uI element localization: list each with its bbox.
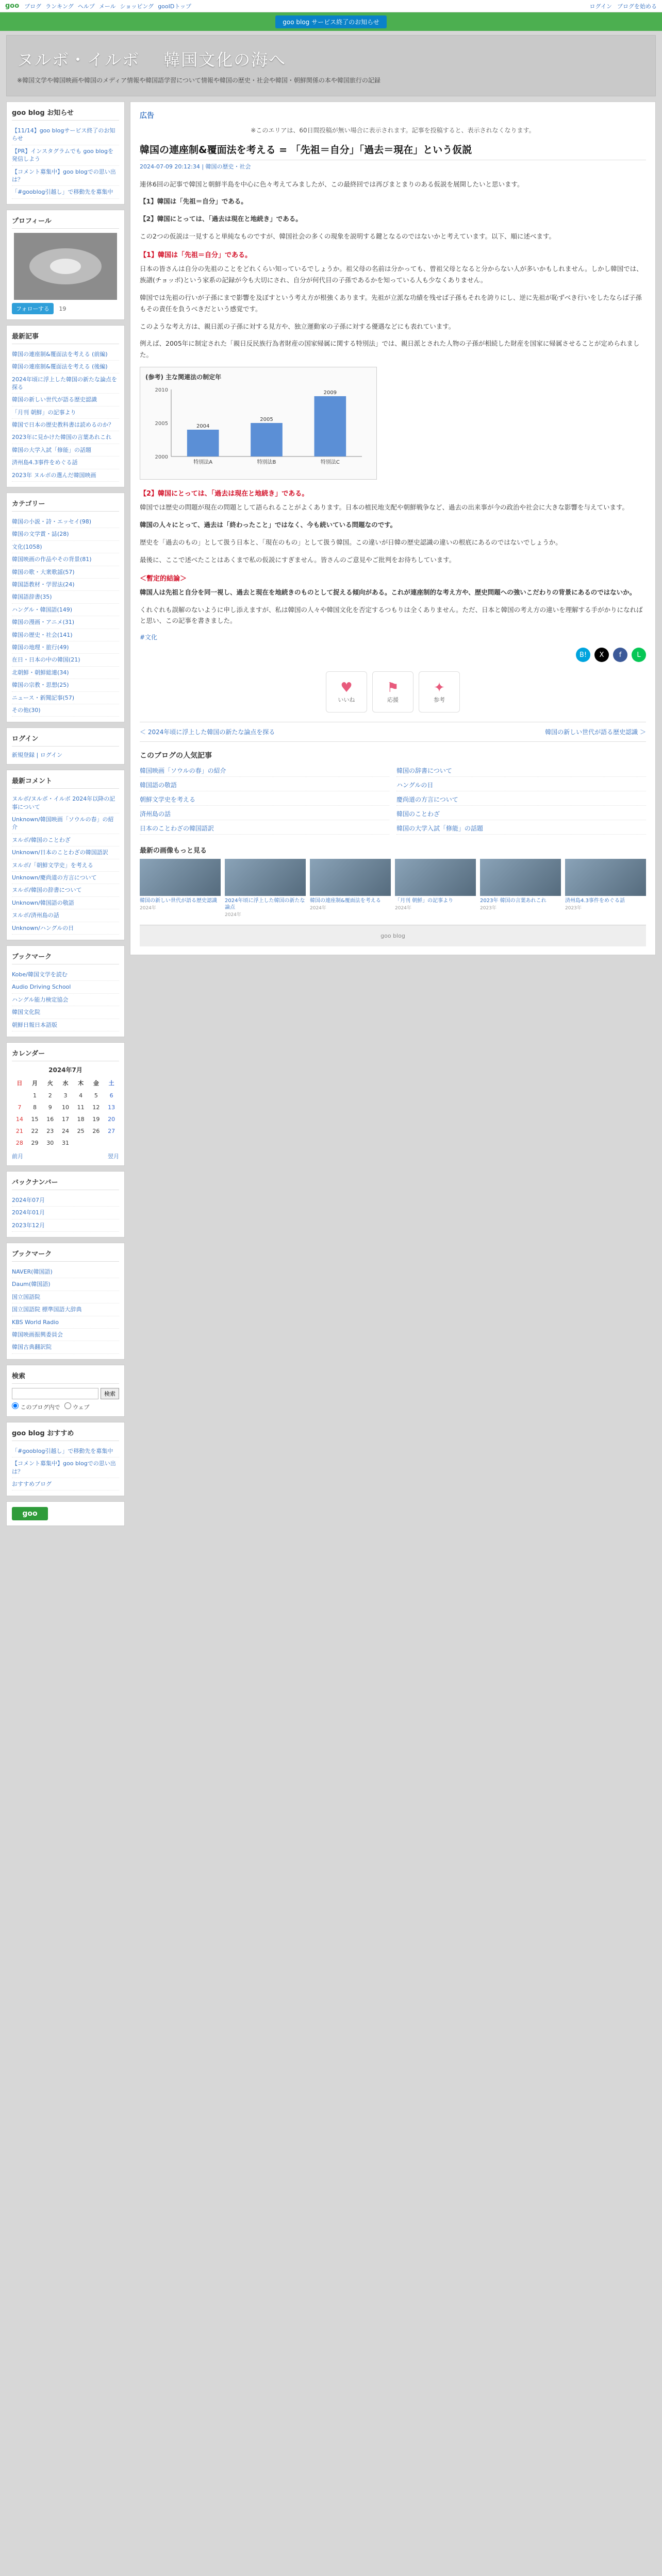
cheer-button[interactable] (372, 671, 413, 713)
calendar-day[interactable]: 23 (46, 1127, 54, 1134)
comment-link[interactable]: ヌルボ/「朝鮮文学史」を考える (12, 861, 93, 869)
comment-link[interactable]: ヌルボ/韓国の辞書について (12, 887, 82, 894)
recent-post-link[interactable]: 韓国の連座制&覆面法を考える (後編) (12, 363, 108, 370)
calendar-weekday: 金 (93, 1079, 99, 1087)
top-bar (0, 0, 662, 12)
post-paragraph: 日本の皆さんは自分の先祖のことをどれくらい知っているでしょうか。祖父母の名前は分かっても、曾祖父母となると分からない人が多いかもしれません。しかし韓国では、族譜(チョッポ)という家系の記録が今も大切にされ、自分が何代目の子孫であるかを知っている人も少なくありません。 (140, 265, 643, 284)
calendar-day[interactable]: 6 (109, 1092, 113, 1099)
service-end-notice-button[interactable]: goo blog サービス終了のお知らせ (275, 15, 386, 28)
ad-label: 広告 (140, 112, 154, 120)
flag-icon: ⚑ (387, 680, 399, 696)
thumbs-grid (140, 859, 646, 918)
calendar-next-link[interactable]: 翌月 (108, 1153, 119, 1160)
bookmark-box (6, 945, 125, 1037)
afterword: くれぐれも誤解のないように申し添えますが、私は韓国の人々や韓国文化を否定するつもりは全くありません。ただ、日本と韓国の考え方の違いを理解する手がかりになればと思い、この記事を書きました。 (140, 605, 643, 625)
backnumber-title: バックナンバー (12, 1177, 119, 1190)
line-icon[interactable]: L (632, 648, 646, 662)
y-tick-label: 2005 (155, 421, 168, 427)
calendar-day[interactable]: 13 (108, 1104, 115, 1111)
login-box (6, 727, 125, 765)
share-buttons (140, 648, 646, 662)
reference-chart (140, 367, 377, 480)
notice-title: goo blog お知らせ (12, 107, 119, 121)
backnumber-link[interactable]: 2024年07月 (12, 1196, 45, 1204)
thumb-caption: 2023年 韓国の言葉あれこれ (480, 898, 547, 904)
profile-title: プロフィール (12, 215, 119, 229)
thumb-item[interactable] (310, 859, 391, 918)
mygoo-box (6, 1422, 125, 1497)
recent-post-link[interactable]: 2023年 ヌルボの選んだ韓国映画 (12, 471, 96, 479)
related-title: このブログの人気記事 (140, 752, 212, 760)
category-link[interactable]: ハングル・韓国語(149) (12, 606, 73, 613)
thumb-time: 2023年 (480, 906, 496, 911)
search-input[interactable] (12, 1388, 98, 1399)
facebook-icon[interactable]: f (613, 648, 627, 662)
calendar-weekday: 水 (62, 1079, 69, 1087)
post-body (140, 179, 646, 627)
cheer-label: 応援 (387, 697, 399, 704)
search-box (6, 1365, 125, 1417)
related-link[interactable]: 韓国語の敬語 (140, 779, 389, 791)
bar-value-label: 2005 (260, 417, 273, 423)
bookmark-link[interactable]: 韓国文化院 (12, 1009, 40, 1016)
start-blog-link[interactable]: ブログを始める (617, 3, 657, 10)
comment-link[interactable]: ヌルボ/韓国のことわざ (12, 836, 71, 843)
notice-box (6, 101, 125, 205)
x-icon[interactable]: X (594, 648, 609, 662)
bookmark2-link[interactable]: 韓国映画振興委員会 (12, 1331, 63, 1338)
calendar-title: カレンダー (12, 1048, 119, 1061)
search-radio-web-label: ウェブ (73, 1403, 90, 1411)
conclusion-text: 韓国人は先祖と自分を同一視し、過去と現在を地続きのものとして捉える傾向がある。これが連座制的な考え方や、歴史問題への強いこだわりの背景にあるのではないか。 (140, 588, 636, 596)
calendar-day (104, 1137, 119, 1149)
y-tick-label: 2000 (155, 454, 168, 461)
x-tick-label: 特別法B (257, 460, 276, 466)
post-paragraph: 韓国では歴史の問題が現在の問題として語られることがよくあります。日本の植民地支配や朝鮮戦争など、過去の出来事が今の政治や社会に大きな影響を与えています。 (140, 503, 629, 512)
category-link[interactable]: 韓国の文学賞・誌(28) (12, 531, 69, 538)
recent-post-link[interactable]: 2024年頃に浮上した韓国の新たな論点を探る (12, 376, 117, 391)
thumb-image (395, 859, 476, 896)
profile-box (6, 210, 125, 320)
calendar-day[interactable]: 5 (94, 1092, 98, 1099)
category-link[interactable]: 韓国の歴史・社会(141) (12, 631, 73, 638)
calendar-weekday: 木 (78, 1079, 84, 1087)
thumb-caption: 韓国の新しい世代が語る歴史認識 (140, 898, 217, 904)
related-link[interactable]: ハングルの日 (396, 779, 646, 791)
mygoo-title: goo blog おすすめ (12, 1428, 119, 1441)
post-paragraph-blue: 韓国では先祖の行いが子孫にまで影響を及ぼすという考え方が根強くあります。先祖が立派な功績を残せば子孫もそれを誇りにし、逆に先祖が恥ずべき行いをしたならば子孫もその責任を負うべきだという感覚です。 (140, 293, 642, 313)
thumb-item[interactable] (140, 859, 221, 918)
helpful-label: 参考 (434, 697, 445, 704)
calendar-day[interactable]: 27 (108, 1127, 115, 1134)
calendar-day[interactable]: 14 (15, 1115, 23, 1123)
backnumber-link[interactable]: 2023年12月 (12, 1222, 45, 1229)
main-content (130, 101, 656, 955)
page-footer: goo blog (140, 925, 646, 946)
thumb-image (140, 859, 221, 896)
like-label: いいね (338, 697, 355, 704)
recent-title: 最新記事 (12, 331, 119, 344)
category-link[interactable]: 韓国の漫画・アニメ(31) (12, 619, 75, 626)
calendar-day[interactable]: 18 (77, 1115, 85, 1123)
post-paragraph-blue: 韓国の人々にとって、過去は「終わったこと」ではなく、今も続いている問題なのです。 (140, 521, 397, 529)
mygoo-link[interactable]: 【コメント募集中】goo blogでの思い出は？ (12, 1460, 116, 1475)
blog-header (6, 35, 656, 96)
goo-logo-box (6, 1501, 125, 1526)
bookmark2-link[interactable]: KBS World Radio (12, 1318, 59, 1326)
chart-title: (参考) 主な関連法の制定年 (145, 374, 222, 381)
calendar-day[interactable]: 28 (15, 1139, 23, 1146)
calendar-day[interactable]: 16 (46, 1115, 54, 1123)
chart-bar (251, 423, 283, 456)
calendar-day[interactable]: 3 (63, 1092, 68, 1099)
bookmark-link[interactable]: Audio Driving School (12, 984, 71, 991)
comment-link[interactable]: ヌルボ/ヌルボ・イルボ 2024年以降の記事について (12, 795, 115, 810)
calendar-weekday: 火 (47, 1079, 53, 1087)
thumb-item[interactable] (395, 859, 476, 918)
post-paragraph: このような考え方は、親日派の子孫に対する見方や、独立運動家の子孫に対する優遇などにも表れています。 (140, 322, 455, 330)
category-link[interactable]: 韓国の小説・詩・エッセイ(98) (12, 518, 92, 526)
comment-link[interactable]: ヌルボ/済州島の話 (12, 912, 59, 919)
recent-post-link[interactable]: 韓国の新しい世代が語る歴史認識 (12, 396, 97, 403)
thumb-time: 2024年 (310, 906, 326, 911)
thumb-time: 2024年 (395, 906, 411, 911)
recent-post-link[interactable]: 韓国の大学入試「修能」の話題 (12, 446, 91, 453)
top-right (590, 2, 657, 10)
category-link[interactable]: 韓国語教材・学習法(24) (12, 581, 75, 588)
follow-count: 19 (59, 305, 67, 312)
calendar-prev-link[interactable]: 前月 (12, 1153, 23, 1160)
promo-banner (0, 12, 662, 31)
chart-bar (187, 430, 219, 456)
goo-logo[interactable]: goo (5, 2, 20, 10)
mygoo-link[interactable]: おすすめブログ (12, 1481, 52, 1487)
related-link[interactable]: 韓国の辞書について (396, 765, 646, 777)
post-paragraph: 歴史を「過去のもの」として扱う日本と、「現在のもの」として扱う韓国。この違いが日韓の歴史認識の違いの根底にあるのではないでしょうか。 (140, 538, 562, 546)
recent-post-link[interactable]: 韓国で日本の歴史教科書は読めるのか？ (12, 421, 114, 429)
bar-value-label: 2004 (196, 423, 210, 430)
chart-svg (145, 384, 372, 472)
heart-icon: ♥ (340, 680, 353, 696)
goo-footer-logo[interactable]: goo (12, 1507, 48, 1520)
tag-link[interactable]: #文化 (140, 634, 158, 641)
post-paragraph: 最後に、ここで述べたことはあくまで私の仮説にすぎません。皆さんのご意見やご批判をお待ちしています。 (140, 555, 456, 564)
category-link[interactable]: 文化(1058) (12, 543, 42, 550)
top-nav (24, 2, 191, 10)
calendar-day[interactable]: 30 (46, 1139, 54, 1146)
calendar-day (73, 1137, 89, 1149)
calendar-weekday: 月 (32, 1079, 38, 1087)
recent-posts-box (6, 325, 125, 487)
bookmark2-link[interactable]: Daum(韓国語) (12, 1281, 51, 1288)
conclusion-heading: ＜暫定的結論＞ (140, 574, 187, 583)
category-link[interactable]: その他(30) (12, 706, 41, 714)
calendar-day[interactable]: 4 (79, 1092, 83, 1099)
category-link[interactable]: 韓国の地理・旅行(49) (12, 643, 69, 651)
calendar-day[interactable]: 19 (92, 1115, 100, 1123)
recent-post-link[interactable]: 韓国の連座制&覆面法を考える (前編) (12, 350, 108, 358)
register-login-link[interactable]: 新規登録 | ログイン (12, 752, 63, 759)
thumb-caption: 済州島4.3事件をめぐる話 (565, 898, 625, 904)
category-link[interactable]: 韓国映画の作品やその背景(81) (12, 556, 92, 563)
thumb-image (565, 859, 646, 896)
search-title: 検索 (12, 1370, 119, 1384)
calendar-day[interactable]: 2 (48, 1092, 52, 1099)
calendar-day[interactable]: 22 (31, 1127, 39, 1134)
calendar-day[interactable]: 20 (108, 1115, 115, 1123)
calendar-day (89, 1137, 104, 1149)
top-nav-item[interactable]: ランキング (45, 3, 74, 10)
backnumber-box (6, 1171, 125, 1238)
related-link[interactable]: 慶尚道の方言について (396, 793, 646, 806)
bookmark-link[interactable]: 朝鮮日報日本語版 (12, 1021, 57, 1028)
post-paragraph: 連休6回の記事で韓国と朝鮮半島を中心に色々考えてみましたが、この最終回では再びまとまりのある仮説を展開したいと思います。 (140, 180, 524, 188)
thumb-item[interactable] (225, 859, 306, 918)
sidebar (6, 101, 125, 1531)
calendar-day[interactable]: 12 (92, 1104, 100, 1111)
hypothesis-2: 【2】韓国にとっては、「過去は現在と地続き」である。 (140, 215, 302, 223)
login-link[interactable]: ログイン (589, 3, 612, 10)
calendar-table (12, 1076, 119, 1149)
follow-button[interactable]: フォローする (12, 303, 54, 314)
profile-image (14, 233, 117, 300)
category-link[interactable]: 韓国語辞書(35) (12, 594, 52, 601)
post-paragraph: この2つの仮説は一見すると単純なものですが、韓国社会の多くの現象を説明する鍵となるのではないかと考えています。以下、順に述べます。 (140, 232, 555, 241)
prev-post-link[interactable]: ＜ 2024年頃に浮上した韓国の新たな論点を探る (140, 728, 275, 736)
calendar-day[interactable]: 9 (48, 1104, 52, 1111)
search-radio-web[interactable] (64, 1402, 90, 1411)
comments-box (6, 770, 125, 940)
notice-item[interactable]: 【11/14】goo blogサービス終了のお知らせ (12, 127, 115, 142)
mygoo-link[interactable]: 「#gooblog引越し」で移動先を募集中 (12, 1447, 113, 1454)
bookmark-link[interactable]: ハングル能力検定協会 (12, 996, 69, 1003)
top-nav-item[interactable]: ショッピング (120, 3, 154, 10)
calendar-day[interactable]: 24 (61, 1127, 69, 1134)
bulb-icon: ✦ (434, 680, 445, 696)
comment-link[interactable]: Unknown/慶尚道の方言について (12, 874, 97, 882)
thumb-item[interactable] (480, 859, 561, 918)
post-paragraph: 例えば、2005年に制定された「親日反民族行為者財産の国家帰属に関する特別法」では、親日派とされた人物の子孫が相続した財産を国家に帰属させることが定められました。 (140, 340, 640, 359)
thumb-caption: 2024年頃に浮上した韓国の新たな論点 (225, 898, 305, 911)
bookmark-title: ブックマーク (12, 951, 119, 964)
calendar-weekday: 土 (108, 1079, 114, 1087)
post-meta[interactable]: 2024-07-09 20:12:34 | 韓国の歴史・社会 (140, 163, 251, 170)
category-link[interactable]: 韓国の宗教・思想(25) (12, 682, 69, 689)
ad-text: ※このエリアは、60日間投稿が無い場合に表示されます。記事を投稿すると、表示されなくなります。 (251, 127, 535, 134)
comment-link[interactable]: Unknown/日本のことわざの韓国語訳 (12, 849, 108, 856)
calendar-day (12, 1090, 27, 1101)
thumb-image (225, 859, 306, 896)
thumb-time: 2023年 (565, 906, 582, 911)
calendar-day[interactable]: 11 (77, 1104, 85, 1111)
calendar-day[interactable]: 21 (15, 1127, 23, 1134)
related-link[interactable]: 韓国映画「ソウルの春」の紹介 (140, 765, 389, 777)
calendar-weekday: 日 (16, 1079, 23, 1087)
calendar-day[interactable]: 17 (61, 1115, 69, 1123)
related-link[interactable]: 朝鮮文学史を考える (140, 793, 389, 806)
x-tick-label: 特別法A (193, 460, 213, 466)
calendar-day[interactable]: 15 (31, 1115, 39, 1123)
thumb-caption: 「月刊 朝鮮」の記事より (395, 898, 454, 904)
category-title: カテゴリー (12, 498, 119, 512)
thumb-item[interactable] (565, 859, 646, 918)
thumb-image (480, 859, 561, 896)
recent-post-link[interactable]: 2023年に見かけた韓国の言葉あれこれ (12, 434, 111, 441)
chart-bar (315, 396, 346, 456)
y-tick-label: 2010 (155, 387, 168, 394)
helpful-button[interactable] (419, 671, 460, 713)
bookmark2-title: ブックマーク (12, 1248, 119, 1262)
comments-title: 最新コメント (12, 775, 119, 789)
reaction-buttons (140, 671, 646, 713)
section-heading-2: 【2】韓国にとっては、「過去は現在と地続き」である。 (140, 490, 309, 498)
bookmark2-box (6, 1243, 125, 1360)
top-nav-item[interactable]: ブログ (24, 3, 42, 10)
top-nav-item[interactable]: ヘルプ (77, 3, 95, 10)
calendar-day[interactable]: 10 (61, 1104, 69, 1111)
notice-item[interactable]: 「#gooblog引越し」で移動先を募集中 (12, 189, 113, 196)
comment-link[interactable]: Unknown/韓国映画「ソウルの春」の紹介 (12, 816, 114, 831)
search-radio-blog-label: このブログ内で (20, 1403, 60, 1411)
bookmark2-link[interactable]: NAVER(韓国語) (12, 1268, 53, 1276)
calendar-day[interactable]: 31 (61, 1139, 69, 1146)
notice-item[interactable]: 【PR】インスタグラムでも goo blogを発信しよう (12, 147, 114, 163)
calendar-box (6, 1042, 125, 1166)
calendar-day[interactable]: 7 (18, 1104, 22, 1111)
bookmark2-link[interactable]: 国立国語院 標準国語大辞典 (12, 1306, 82, 1313)
blog-description: ※韓国文学や韓国映画や韓国のメディア情報や韓国語学習について情報や韓国の歴史・社会や韓国・朝鮮関係の本や韓国旅行の記録 (17, 77, 380, 84)
comment-link[interactable]: Unknown/韓国語の敬語 (12, 899, 74, 906)
related-link[interactable]: 韓国の大学入試「修能」の話題 (396, 822, 646, 835)
category-box (6, 493, 125, 722)
calendar-month: 2024年7月 (48, 1066, 82, 1074)
bookmark2-link[interactable]: 韓国古典翻訳院 (12, 1344, 52, 1351)
x-tick-label: 特別法C (320, 460, 340, 466)
notice-item[interactable]: 【コメント募集中】goo blogでの思い出は？ (12, 168, 116, 183)
bookmark-link[interactable]: Kobe/韓国文学を読む (12, 971, 68, 978)
thumbs-title: 最新の画像もっと見る (140, 847, 207, 855)
hatena-icon[interactable]: B! (576, 648, 590, 662)
calendar-day[interactable]: 26 (92, 1127, 100, 1134)
category-link[interactable]: 韓国の歌・大衆歌謡(57) (12, 568, 75, 575)
category-link[interactable]: ニュース・新聞記事(57) (12, 694, 75, 701)
prev-next-nav (140, 722, 646, 742)
section-heading-1: 【1】韓国は「先祖＝自分」である。 (140, 251, 252, 259)
related-link[interactable]: 韓国のことわざ (396, 808, 646, 820)
thumb-image (310, 859, 391, 896)
top-nav-item[interactable]: メール (98, 3, 116, 10)
related-grid (140, 765, 646, 835)
search-button[interactable]: 検索 (101, 1388, 119, 1399)
thumb-time: 2024年 (140, 906, 156, 911)
category-link[interactable]: 在日・日本の中の韓国(21) (12, 656, 80, 664)
category-link[interactable]: 北朝鮮・朝鮮総連(34) (12, 669, 69, 676)
thumb-caption: 韓国の連座制&覆面法を考える (310, 898, 381, 904)
bookmark2-link[interactable]: 国立国語院 (12, 1293, 40, 1300)
recent-post-link[interactable]: 済州島4.3事件をめぐる話 (12, 459, 78, 466)
login-title: ログイン (12, 733, 119, 747)
top-nav-item[interactable]: gooIDトップ (158, 3, 192, 10)
hypothesis-1: 【1】韓国は「先祖＝自分」である。 (140, 197, 247, 206)
calendar-day[interactable]: 1 (33, 1092, 37, 1099)
recent-post-link[interactable]: 「月刊 朝鮮」の記事より (12, 409, 76, 416)
related-link[interactable]: 済州島の話 (140, 808, 389, 820)
like-button[interactable] (326, 671, 367, 713)
calendar-day[interactable]: 8 (33, 1104, 37, 1111)
blog-title[interactable]: ヌルボ・イルボ 韓国文化の海へ (17, 50, 287, 70)
thumb-time: 2024年 (225, 912, 241, 918)
calendar-day[interactable]: 25 (77, 1127, 85, 1134)
search-radio-blog[interactable] (12, 1402, 60, 1411)
related-link[interactable]: 日本のことわざの韓国語訳 (140, 822, 389, 835)
comment-link[interactable]: Unknown/ハングルの日 (12, 924, 74, 931)
next-post-link[interactable]: 韓国の新しい世代が語る歴史認識 ＞ (545, 728, 646, 736)
backnumber-link[interactable]: 2024年01月 (12, 1209, 45, 1216)
calendar-day[interactable]: 29 (31, 1139, 39, 1146)
bar-value-label: 2009 (323, 390, 337, 396)
post-title[interactable]: 韓国の連座制&覆面法を考える = 「先祖＝自分」「過去＝現在」という仮説 (140, 143, 646, 160)
